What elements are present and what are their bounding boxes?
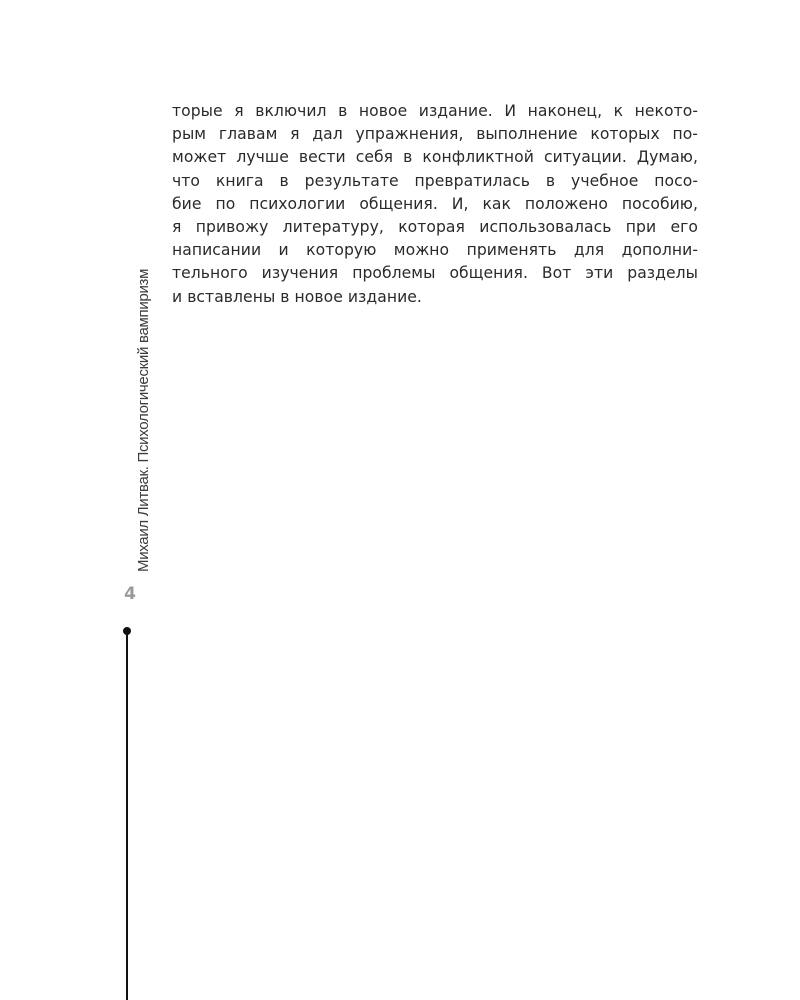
body-line: бие по психологии общения. И, как положено пособию, <box>172 194 698 213</box>
body-line: и вставлены в новое издание. <box>172 287 422 306</box>
body-line: что книга в результате превратилась в учебное посо- <box>172 171 698 190</box>
body-line: рым главам я дал упражнения, выполнение которых по- <box>172 125 698 144</box>
page-number: 4 <box>124 584 136 604</box>
body-line: торые я включил в новое издание. И наконец, к некото- <box>172 102 698 120</box>
running-head: Михаил Литвак. Психологический вампиризм <box>135 268 152 572</box>
body-line: я привожу литературу, которая использовалась при его <box>172 217 698 236</box>
body-line: может лучше вести себя в конфликтной ситуации. Думаю, <box>172 148 698 167</box>
body-text <box>172 100 698 309</box>
body-line: тельного изучения проблемы общения. Вот эти разделы <box>172 264 698 283</box>
margin-rule <box>126 632 128 1000</box>
body-line: написании и которую можно применять для дополни- <box>172 241 698 260</box>
